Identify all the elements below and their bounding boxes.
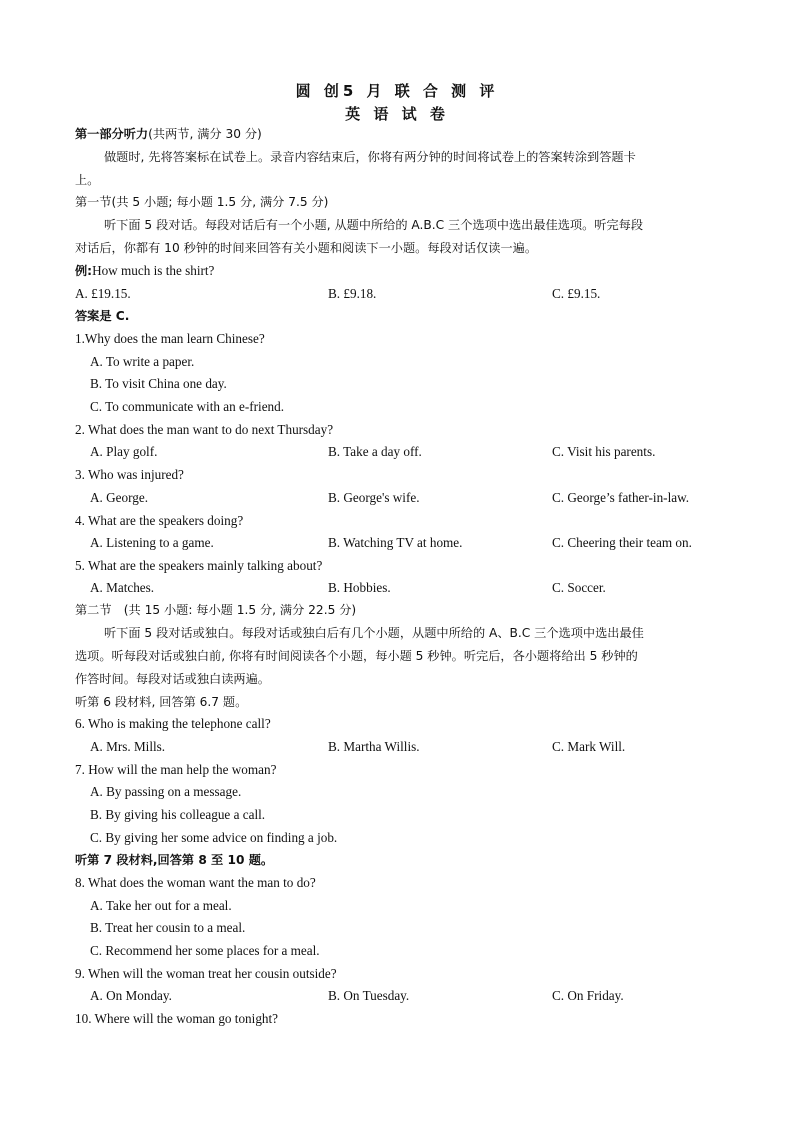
question-2-option-c: C. Visit his parents. xyxy=(552,444,656,459)
question-9-options xyxy=(0,986,794,1006)
question-3-options xyxy=(0,488,794,508)
question-5-option-c: C. Soccer. xyxy=(552,580,606,595)
part1-heading xyxy=(75,124,725,144)
example-answer: 答案是 C. xyxy=(75,309,130,323)
question-9-option-a: A. On Monday. xyxy=(90,988,172,1003)
question-5-option-b: B. Hobbies. xyxy=(328,580,391,595)
section1-heading: 第一节(共 5 小题; 每小题 1.5 分, 满分 7.5 分) xyxy=(75,195,329,209)
question-6: 6. Who is making the telephone call? xyxy=(75,716,271,731)
question-8-option-b: B. Treat her cousin to a meal. xyxy=(90,920,246,935)
question-6-option-a: A. Mrs. Mills. xyxy=(90,739,166,754)
question-8-option-a: A. Take her out for a meal. xyxy=(90,898,232,913)
question-7: 7. How will the man help the woman? xyxy=(75,762,277,777)
part1-intro-line1: 做题时, 先将答案标在试卷上。录音内容结束后，你将有两分钟的时间将试卷上的答案转涂到答题卡 xyxy=(104,150,636,164)
question-2-options xyxy=(0,442,794,462)
question-5-option-a: A. Matches. xyxy=(90,580,155,595)
exam-title: 圆 创5 月 联 合 测 评 xyxy=(295,82,499,100)
exam-subtitle: 英 语 试 卷 xyxy=(345,105,449,123)
part1-intro-line2: 上。 xyxy=(75,173,100,187)
example-question-text: How much is the shirt? xyxy=(92,263,215,278)
question-8-option-c: C. Recommend her some places for a meal. xyxy=(90,943,320,958)
question-3-option-a: A. George. xyxy=(90,490,148,505)
section2-instruction-line2: 选项。听每段对话或独白前, 你将有时间阅读各个小题，每小题 5 秒钟。听完后，各小题将给出 5 秒钟的 xyxy=(75,649,638,663)
question-7-option-a: A. By passing on a message. xyxy=(90,784,242,799)
question-6-option-c: C. Mark Will. xyxy=(552,739,626,754)
section2-heading: 第二节 (共 15 小题: 每小题 1.5 分, 满分 22.5 分) xyxy=(75,603,357,617)
question-7-option-c: C. By giving her some advice on finding a job. xyxy=(90,830,338,845)
example-option-b: B. £9.18. xyxy=(328,286,377,301)
question-9: 9. When will the woman treat her cousin outside? xyxy=(75,966,337,981)
question-3-option-b: B. George's wife. xyxy=(328,490,420,505)
question-4-option-b: B. Watching TV at home. xyxy=(328,535,463,550)
section2-instruction-line1: 听下面 5 段对话或独白。每段对话或独白后有几个小题，从题中所给的 A、B.C 三个选项中选出最佳 xyxy=(104,626,644,640)
question-2-option-a: A. Play golf. xyxy=(90,444,158,459)
section2-instruction-line3: 作答时间。每段对话或独白读两遍。 xyxy=(75,672,270,686)
question-3: 3. Who was injured? xyxy=(75,467,184,482)
question-10: 10. Where will the woman go tonight? xyxy=(75,1011,279,1026)
example-option-c: C. £9.15. xyxy=(552,286,601,301)
question-9-option-c: C. On Friday. xyxy=(552,988,624,1003)
question-8: 8. What does the woman want the man to do? xyxy=(75,875,316,890)
question-4: 4. What are the speakers doing? xyxy=(75,513,244,528)
example-label: 例: xyxy=(75,264,93,278)
material-7-heading: 听第 7 段材料,回答第 8 至 10 题。 xyxy=(75,853,274,867)
question-3-option-c: C. George’s father-in-law. xyxy=(552,490,690,505)
question-5-options xyxy=(0,578,794,598)
part1-heading-bold: 第一部分听力 xyxy=(75,127,149,141)
question-6-options xyxy=(0,737,794,757)
example-question xyxy=(75,261,725,281)
question-4-option-a: A. Listening to a game. xyxy=(90,535,214,550)
question-4-options xyxy=(0,533,794,553)
question-9-option-b: B. On Tuesday. xyxy=(328,988,410,1003)
question-2: 2. What does the man want to do next Thursday? xyxy=(75,422,334,437)
question-1-option-b: B. To visit China one day. xyxy=(90,376,227,391)
question-1: 1.Why does the man learn Chinese? xyxy=(75,331,265,346)
question-6-option-b: B. Martha Willis. xyxy=(328,739,420,754)
question-1-option-a: A. To write a paper. xyxy=(90,354,195,369)
example-options xyxy=(0,284,794,304)
question-1-option-c: C. To communicate with an e-friend. xyxy=(90,399,285,414)
question-7-option-b: B. By giving his colleague a call. xyxy=(90,807,266,822)
section1-instruction-line1: 听下面 5 段对话。每段对话后有一个小题, 从题中所给的 A.B.C 三个选项中选出最佳选项。听完每段 xyxy=(104,218,644,232)
section1-instruction-line2: 对话后，你都有 10 秒钟的时间来回答有关小题和阅读下一小题。每段对话仅读一遍。 xyxy=(75,241,538,255)
part1-heading-rest: (共两节, 满分 30 分) xyxy=(148,127,262,141)
material-6-heading: 听第 6 段材料, 回答第 6.7 题。 xyxy=(75,695,248,709)
question-4-option-c: C. Cheering their team on. xyxy=(552,535,692,550)
question-2-option-b: B. Take a day off. xyxy=(328,444,422,459)
question-5: 5. What are the speakers mainly talking about? xyxy=(75,558,323,573)
example-option-a: A. £19.15. xyxy=(75,286,131,301)
